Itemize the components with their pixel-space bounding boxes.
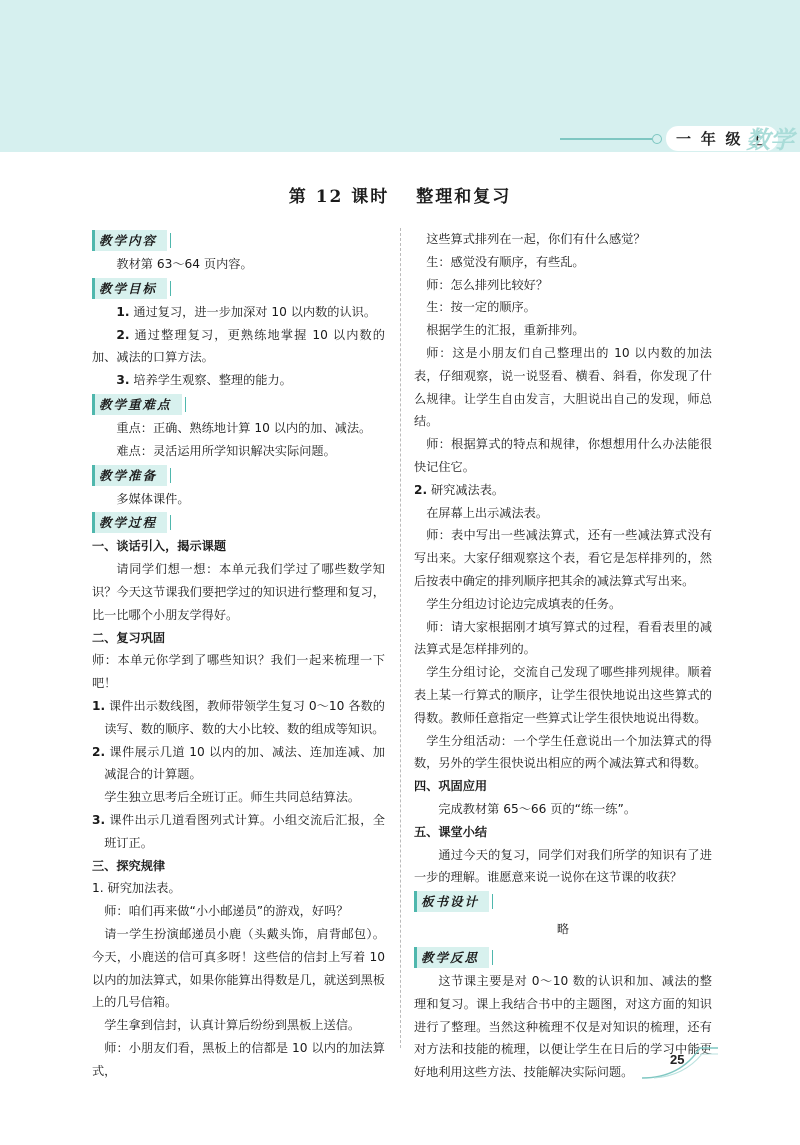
goal-1-text: 通过复习，进一步加深对 10 以内数的认识。 bbox=[129, 304, 377, 319]
goal-3-num: 3. bbox=[116, 373, 130, 388]
step-5-title: 五、课堂小结 bbox=[414, 824, 488, 839]
step-2-item-2-text: 课件展示几道 10 以内的加、减法、连加连减、加减混合的计算题。 bbox=[104, 744, 385, 782]
goal-3 bbox=[92, 369, 385, 392]
right-para-10: 师：表中写出一些减法算式，还有一些减法算式没有写出来。大家仔细观察这个表，看它是怎样排列的，然后按表中确定的排列顺序把其余的减法算式写出来。 bbox=[414, 528, 712, 588]
right-para-1: 这些算式排列在一起，你们有什么感觉？ bbox=[426, 232, 646, 246]
content-text: 教材第 63～64 页内容。 bbox=[116, 257, 253, 271]
grade-banner bbox=[560, 118, 800, 152]
page-title: 第 12 课时 整理和复习 bbox=[288, 187, 512, 207]
banner-line bbox=[560, 138, 652, 140]
step-1-text: 请同学们想一想：本单元我们学过了哪些数学知识？今天这节课我们要把学过的知识进行整理和复习，比一比哪个小朋友学得好。 bbox=[92, 562, 385, 622]
step-4-text: 完成教材第 65～66 页的“练一练”。 bbox=[438, 801, 637, 816]
step-3-para-3: 学生拿到信封，认真计算后纷纷到黑板上送信。 bbox=[104, 1018, 361, 1033]
goal-1-num: 1. bbox=[116, 304, 130, 319]
right-para-12: 师：请大家根据刚才填写算式的过程，看看表里的减法算式是怎样排列的。 bbox=[414, 619, 712, 657]
section-tag-content: 教学内容 bbox=[92, 230, 167, 251]
right-para-7: 师：根据算式的特点和规律，你想想用什么办法能很快记住它。 bbox=[414, 437, 712, 474]
title-wrap bbox=[0, 182, 800, 207]
step-3-item-1: 1. 研究加法表。 bbox=[92, 881, 181, 896]
grade-label: 一 年 级 上 bbox=[666, 126, 778, 151]
step-2-item-3 bbox=[92, 809, 385, 855]
goal-2 bbox=[92, 324, 385, 370]
reflection-text: 这节课主要是对 0～10 数的认识和加、减法的整理和复习。课上我结合书中的主题图，对这方面的知识进行了整理。当然这种梳理不仅是对知识的梳理，还有对方法和技能的梳理，以便让学生在日后的学习中能更好地利用这些方法、技能解决实际问题。 bbox=[414, 973, 712, 1080]
page-number: 25 bbox=[670, 1052, 685, 1067]
right-para-11: 学生分组边讨论边完成填表的任务。 bbox=[426, 596, 622, 611]
right-para-6: 师：这是小朋友们自己整理出的 10 以内数的加法表，仔细观察，说一说竖看、横看、斜看，你发现了什么规律。让学生自由发言，大胆说出自己的发现，师总结。 bbox=[414, 345, 712, 429]
step-2-item-3-text: 课件出示几道看图列式计算。小组交流后汇报，全班订正。 bbox=[104, 812, 385, 850]
step-2-item-2-num: 2. bbox=[92, 744, 106, 759]
step-2-item-3-num: 3. bbox=[92, 812, 106, 827]
step-2-item-1-text: 课件出示数线图，教师带领学生复习 0～10 各数的读写、数的顺序、数的大小比较、数的组成等知识。 bbox=[104, 698, 385, 736]
key-point-2: 难点：灵活运用所学知识解决实际问题。 bbox=[116, 443, 336, 458]
step-2-item-2 bbox=[92, 741, 385, 787]
step-4-title: 四、巩固应用 bbox=[414, 779, 488, 794]
section-tag-preparation: 教学准备 bbox=[92, 465, 167, 486]
step-5-text: 通过今天的复习，同学们对我们所学的知识有了进一步的理解。谁愿意来说一说你在这节课的收获？ bbox=[414, 847, 712, 885]
right-item-2-num: 2. bbox=[414, 482, 428, 497]
column-divider bbox=[400, 228, 401, 1048]
step-3-para-2: 请一学生扮演邮递员小鹿（头戴头饰，肩背邮包）。今天，小鹿送的信可真多呀！这些信的信封上写着 10 以内的加法算式，如果你能算出得数是几，就送到黑板上的几号信箱。 bbox=[92, 926, 385, 1010]
right-item-2-text: 研究减法表。 bbox=[427, 482, 505, 497]
right-para-14: 学生分组活动：一个学生任意说出一个加法算式的得数，另外的学生很快说出相应的两个减法算式和得数。 bbox=[414, 733, 712, 771]
subject-logo: 数学 bbox=[746, 125, 794, 154]
step-2-item-1-num: 1. bbox=[92, 698, 106, 713]
right-para-5: 根据学生的汇报，重新排列。 bbox=[426, 323, 585, 338]
right-para-4: 生：按一定的顺序。 bbox=[426, 300, 536, 315]
goal-3-text: 培养学生观察、整理的能力。 bbox=[129, 373, 292, 388]
step-2-item-2b: 学生独立思考后全班订正。师生共同总结算法。 bbox=[104, 790, 361, 805]
step-3-para-4: 师：小朋友们看，黑板上的信都是 10 以内的加法算式， bbox=[92, 1040, 385, 1078]
right-para-9: 在屏幕上出示减法表。 bbox=[426, 505, 549, 520]
step-3-para-1: 师：咱们再来做“小小邮递员”的游戏，好吗？ bbox=[104, 904, 349, 919]
section-tag-key-points: 教学重难点 bbox=[92, 394, 182, 415]
step-3-title: 三、探究规律 bbox=[92, 858, 166, 873]
right-column bbox=[414, 228, 712, 1084]
section-tag-reflection: 教学反思 bbox=[414, 947, 489, 968]
goal-2-num: 2. bbox=[116, 327, 130, 342]
section-tag-goals: 教学目标 bbox=[92, 278, 167, 299]
right-item-2 bbox=[414, 479, 712, 502]
right-para-2: 生：感觉没有顺序，有些乱。 bbox=[426, 254, 585, 269]
step-2-intro: 师：本单元你学到了哪些知识？我们一起来梳理一下吧！ bbox=[92, 653, 385, 691]
right-para-3: 师：怎么排列比较好？ bbox=[426, 277, 549, 292]
section-tag-board: 板书设计 bbox=[414, 891, 489, 912]
step-2-item-1 bbox=[92, 695, 385, 741]
key-point-1: 重点：正确、熟练地计算 10 以内的加、减法。 bbox=[116, 420, 372, 435]
preparation-text: 多媒体课件。 bbox=[116, 491, 190, 506]
section-tag-process: 教学过程 bbox=[92, 512, 167, 533]
page-number-badge bbox=[640, 1040, 720, 1080]
left-column bbox=[92, 228, 385, 1083]
step-2-title: 二、复习巩固 bbox=[92, 630, 166, 645]
goal-2-text: 通过整理复习，更熟练地掌握 10 以内数的加、减法的口算方法。 bbox=[92, 327, 385, 365]
right-para-13: 学生分组讨论，交流自己发现了哪些排列规律。顺着表上某一行算式的顺序，让学生很快地说出这些算式的得数。教师任意指定一些算式让学生很快地说出得数。 bbox=[414, 665, 712, 725]
goal-1 bbox=[92, 301, 385, 324]
step-1-title: 一、谈话引入，揭示课题 bbox=[92, 539, 227, 554]
banner-dot bbox=[652, 134, 662, 144]
board-text: 略 bbox=[556, 922, 570, 937]
